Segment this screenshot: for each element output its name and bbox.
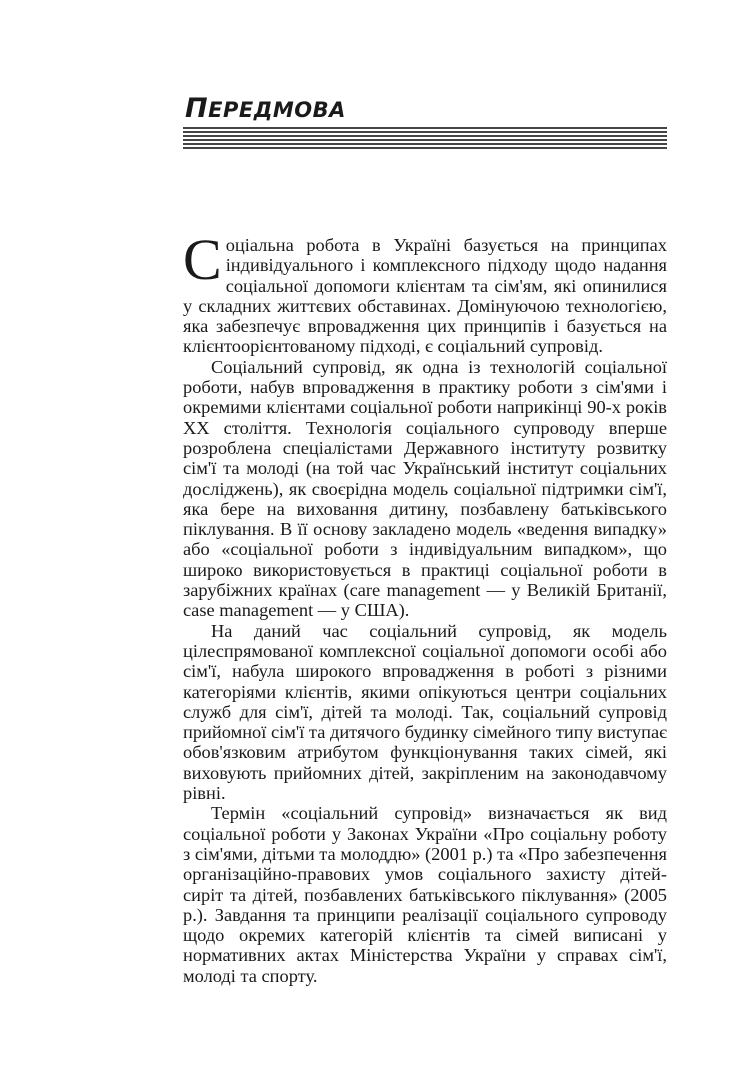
rule-line (183, 131, 667, 133)
title-rest: ЕРЕДМОВА (208, 98, 346, 122)
paragraph-1 (183, 227, 667, 357)
title-underline-rules (183, 127, 667, 149)
rule-line (183, 127, 667, 129)
paragraph-1-text: оціальна робота в Україні базується на принципах індивідуального і комплексного підходу щодо надання соціальної допомоги клієнтам та сім'ям, які опинилися у складних життєвих обставинах. Домінуючою технологією, яка забезпечує впровадження цих принципів і базується на клієнтоорієнтованому підході, є соціальний супровід. (183, 235, 667, 357)
paragraph-2: Соціальний супровід, як одна із технологій соціальної роботи, набув впровадження в практику роботи з сім'ями і окремими клієнтами соціальної роботи наприкінці 90-х років XX століття. Технологія соціального супроводу вперше розроблена спеціалістами Державного інституту розвитку сім'ї та молоді (на той час Український інститут соціальних досліджень), як своєрідна модель соціальної підтримки сім'ї, яка бере на виховання дитину, позбавлену батьківського піклування. В її основу закладено модель «ведення випадку» або «соціальної роботи з індивідуальним випадком», що широко використовується в практиці соціальної роботи в зарубіжних країнах (care management — у Великій Британії, case management — у США). (183, 356, 667, 621)
body-text (183, 227, 667, 986)
page-title (185, 93, 667, 124)
rule-line (183, 139, 667, 141)
drop-cap: С (183, 227, 222, 292)
title-initial: П (185, 93, 209, 124)
paragraph-3: На даний час соціальний супровід, як модель цілеспрямованої комплексної соціальної допомоги особі або сім'ї, набула широкого впровадження в роботі з різними категоріями клієнтів, якими опікуються центри соціальних служб для сім'ї, дітей та молоді. Так, соціальний супровід прийомної сім'ї та дитячого будинку сімейного типу виступає обов'язковим атрибутом функціонування таких сімей, які виховують прийомних дітей, закріпленим на законодавчому рівні. (183, 620, 667, 804)
rule-line (183, 135, 667, 137)
rule-line (183, 143, 667, 145)
section-header (183, 93, 667, 151)
rule-line (183, 147, 667, 149)
paragraph-4: Термін «соціальний супровід» визначається як вид соціальної роботи у Законах України «Про соціальну роботу з сім'ями, дітьми та молоддю» (2001 р.) та «Про забезпечення організаційно-правових умов соціального захисту дітей-сиріт та дітей, позбавлених батьківського піклування» (2005 р.). Завдання та принципи реалізації соціального супроводу щодо окремих категорій клієнтів та сімей виписані у нормативних актах Міністерства України у справах сім'ї, молоді та спорту. (183, 803, 667, 986)
